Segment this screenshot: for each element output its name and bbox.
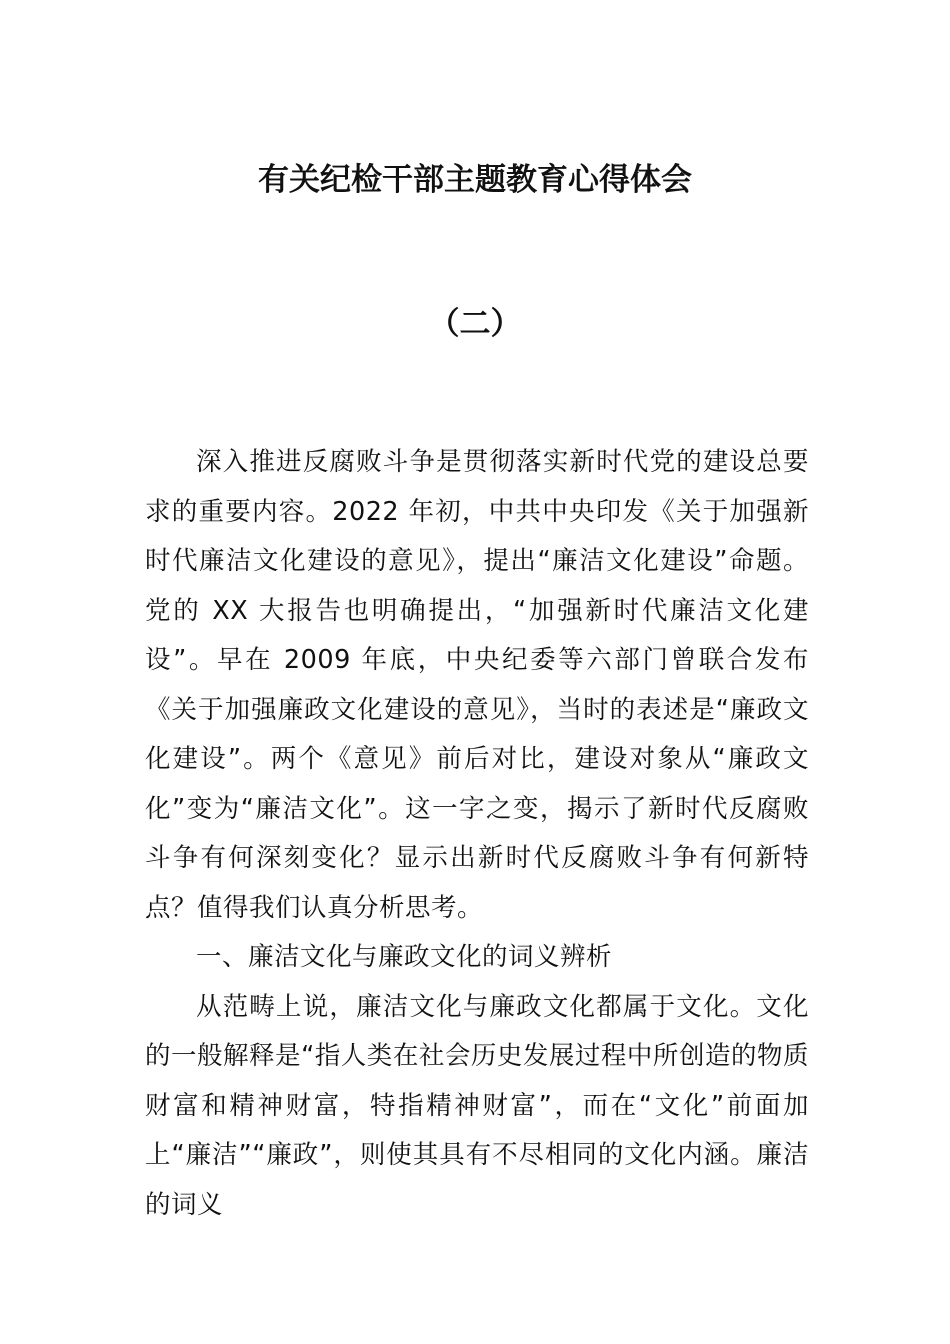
paragraph-intro: 深入推进反腐败斗争是贯彻落实新时代党的建设总要求的重要内容。2022 年初，中共中央印发《关于加强新时代廉洁文化建设的意见》，提出“廉洁文化建设”命题。党的 XX 大报告也明确提出，“加强新时代廉洁文化建设”。早在 2009 年底，中央纪委等六部门曾联合发布《关于加强廉政文化建设的意见》，当时的表述是“廉政文化建设”。两个《意见》前后对比，建设对象从“廉政文化”变为“廉洁文化”。这一字之变，揭示了新时代反腐败斗争有何深刻变化？显示出新时代反腐败斗争有何新特点？值得我们认真分析思考。 — [145, 447, 809, 923]
section-heading-1: 一、廉洁文化与廉政文化的词义辨析 — [196, 942, 613, 972]
document-body — [145, 438, 809, 1230]
document-subtitle: （二） — [428, 306, 522, 342]
document-title: 有关纪检干部主题教育心得体会 — [258, 162, 692, 198]
paragraph-section-1: 从范畴上说，廉洁文化与廉政文化都属于文化。文化的一般解释是“指人类在社会历史发展过程中所创造的物质财富和精神财富，特指精神财富”，而在“文化”前面加上“廉洁”“廉政”，则使其具有不尽相同的文化内涵。廉洁的词义 — [145, 991, 809, 1220]
